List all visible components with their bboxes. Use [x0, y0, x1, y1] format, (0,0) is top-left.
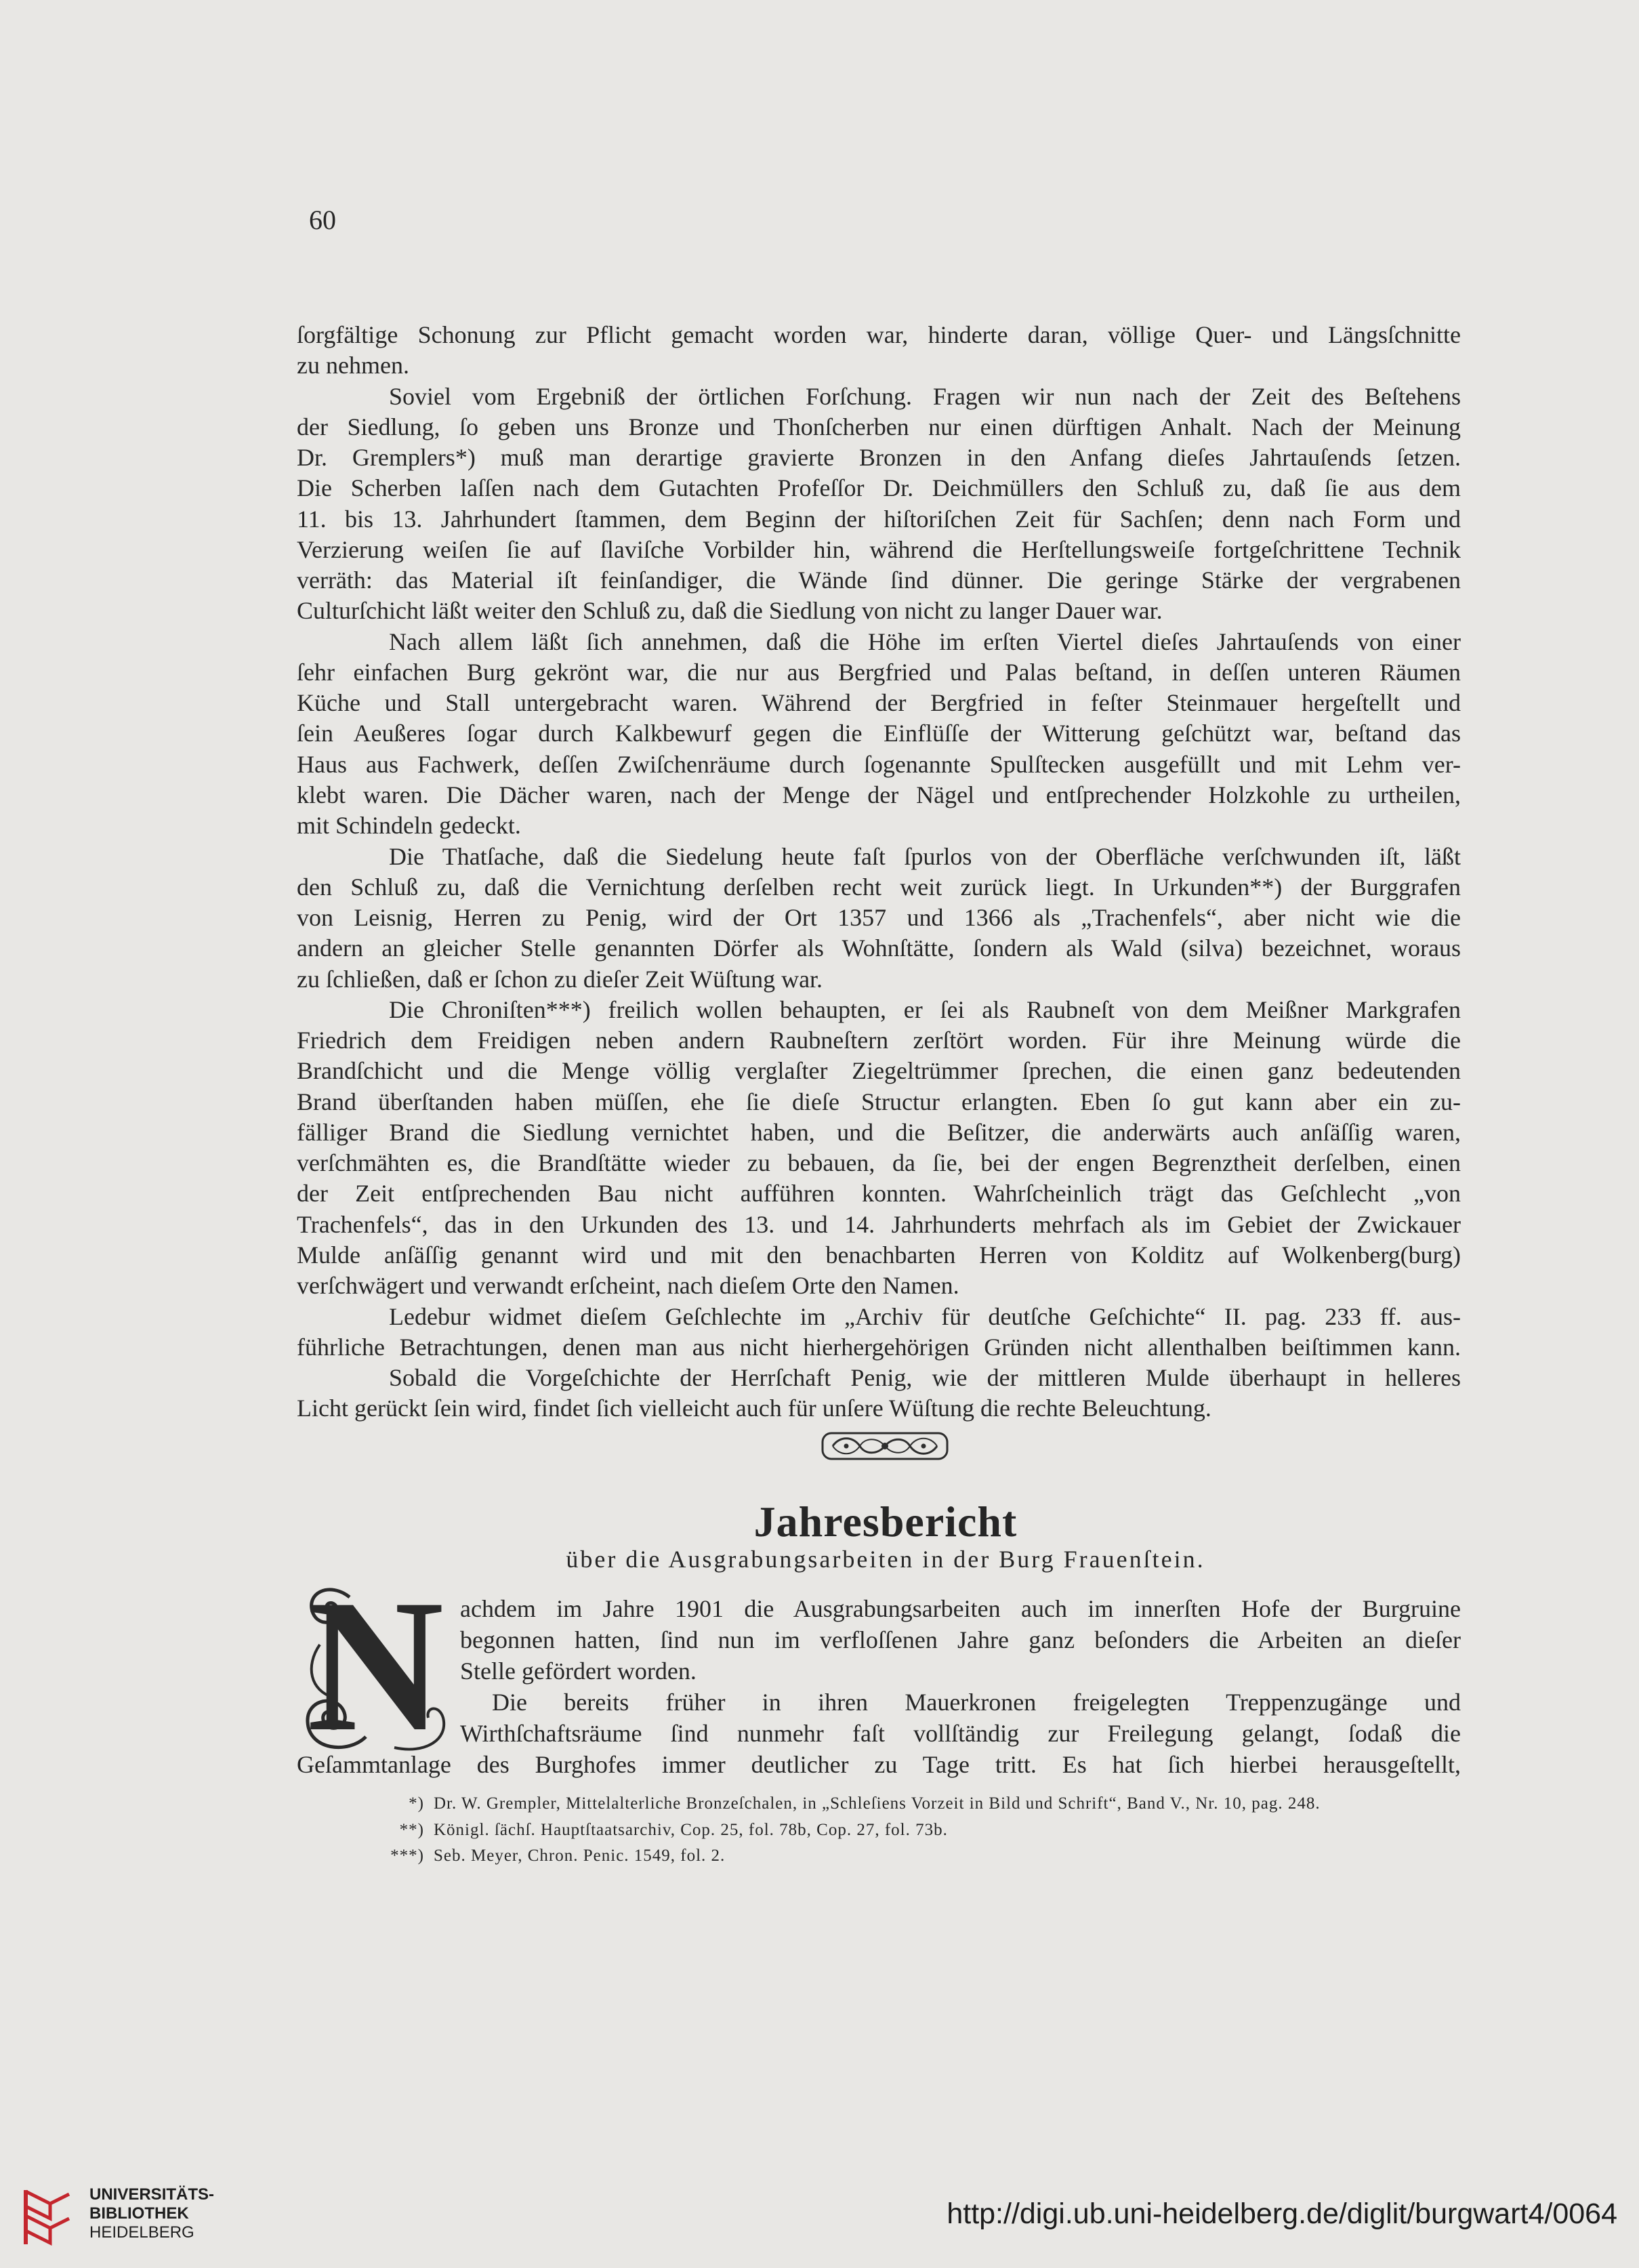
text-line: Dr. Gremplers*) muß man derartige gravierte Bronzen in den Anfang dieſes Jahrtauſends ſetzen. [297, 444, 1461, 472]
text-line: ſehr einfachen Burg gekrönt war, die nur aus Bergfried und Palas beſtand, in deſſen unteren Räumen [297, 658, 1461, 686]
footnotes [370, 1791, 1468, 1870]
source-url: http://digi.ub.uni-heidelberg.de/diglit/burgwart4/0064 [947, 2198, 1617, 2230]
text-line: klebt waren. Die Dächer waren, nach der Menge der Nägel und entſprechender Holzkohle zu urtheilen, [297, 781, 1461, 808]
text-line: Die Thatſache, daß die Siedelung heute faſt ſpurlos von der Oberfläche verſchwunden iſt, läßt [389, 842, 1461, 870]
library-name-line: UNIVERSITÄTS- [89, 2185, 215, 2204]
logo-stroke [26, 2191, 50, 2219]
text-line: Geſammtanlage des Burghofes immer deutlicher zu Tage tritt. Es hat ſich hierbei herausgeſtellt, [297, 1751, 1461, 1778]
text-line: Mulde anſäſſig genannt wird und mit den benachbarten Herren von Kolditz auf Wolkenberg(burg) [297, 1241, 1461, 1269]
text-line: zu ſchließen, daß er ſchon zu dieſer Zeit Wüſtung war. [297, 965, 823, 993]
text-line: von Leisnig, Herren zu Penig, wird der Ort 1357 und 1366 als „Trachenfels“, aber nicht wie die [297, 904, 1461, 932]
text-line: Friedrich dem Freidigen neben andern Raubneſtern zerſtört worden. Für ihre Meinung würde die [297, 1027, 1461, 1054]
text-line: begonnen hatten, ſind nun im verfloſſenen Jahre ganz beſonders die Arbeiten an dieſer [460, 1626, 1461, 1653]
text-line: Küche und Stall untergebracht waren. Während der Bergfried in feſter Steinmauer hergeſtellt und [297, 689, 1461, 717]
library-name [89, 2185, 214, 2242]
footnote-text: Königl. ſächſ. Hauptſtaatsarchiv, Cop. 25, fol. 78b, Cop. 27, fol. 73b. [434, 1820, 948, 1839]
text-line: 11. bis 13. Jahrhundert ſtammen, dem Beginn der hiſtoriſchen Zeit für Sachſen; denn nach Form und [297, 505, 1461, 533]
text-line: Trachenfels“, das in den Urkunden des 13. und 14. Jahrhunderts mehrfach als im Gebiet der Zwickauer [297, 1210, 1461, 1238]
text-line: mit Schindeln gedeckt. [297, 812, 521, 840]
text-line: der Siedlung, ſo geben uns Bronze und Thonſcherben nur einen dürftigen Anhalt. Nach der Meinung [297, 413, 1461, 440]
library-name-line: HEIDELBERG [89, 2223, 194, 2242]
text-line: verſchmähten es, die Brandſtätte wieder zu bebauen, da ſie, bei der engen Begrenztheit derſelben, einen [297, 1149, 1461, 1177]
body-text [297, 320, 1461, 1424]
text-line: Ledebur widmet dieſem Geſchlechte im „Archiv für deutſche Geſchichte“ II. pag. 233 ff. aus- [389, 1302, 1461, 1330]
section-text [297, 1593, 1461, 1780]
text-line: Verzierung weiſen ſie auf ſlaviſche Vorbilder hin, während die Herſtellungsweiſe fortgeſchrittene Technik [297, 535, 1461, 563]
text-line: Haus aus Fachwerk, deſſen Zwiſchenräume durch ſogenannte Spulſtecken ausgefüllt und mit Lehm ver- [297, 750, 1461, 778]
footnote [370, 1817, 1468, 1844]
text-line: der Zeit entſprechenden Bau nicht aufführen konnten. Wahrſcheinlich trägt das Geſchlecht „von [297, 1180, 1461, 1208]
page-number: 60 [309, 205, 336, 235]
text-line: Die bereits früher in ihren Mauerkronen freigelegten Treppenzugänge und [492, 1689, 1461, 1716]
text-line: Culturſchicht läßt weiter den Schluß zu, daß die Siedlung von nicht zu langer Dauer war. [297, 597, 1163, 625]
drop-cap-letter: N [306, 1560, 444, 1771]
footnote-marker: ***) [390, 1847, 424, 1865]
library-name-line: BIBLIOTHEK [89, 2204, 189, 2223]
text-line: achdem im Jahre 1901 die Ausgrabungsarbeiten auch im innerſten Hofe der Burgruine [460, 1595, 1461, 1622]
text-line: führliche Betrachtungen, denen man aus nicht hierhergehörigen Gründen nicht allenthalben beiſtimmen kann. [297, 1333, 1461, 1361]
text-line: verräth: das Material iſt feinſandiger, die Wände ſind dünner. Die geringe Stärke der vergrabenen [297, 566, 1461, 594]
text-line: Soviel vom Ergebniß der örtlichen Forſchung. Fragen wir nun nach der Zeit des Beſtehens [389, 382, 1461, 410]
ornament-icon [821, 1430, 949, 1462]
footnote-text: Seb. Meyer, Chron. Penic. 1549, fol. 2. [434, 1847, 726, 1865]
text-line: Nach allem läßt ſich annehmen, daß die Höhe im erſten Viertel dieſes Jahrtauſends von einer [389, 627, 1461, 655]
ornament-dot [921, 1444, 926, 1449]
footnote-marker: **) [399, 1820, 424, 1839]
text-line: zu nehmen. [297, 352, 409, 379]
text-line: Die Chroniſten***) freilich wollen behaupten, er ſei als Raubneſt von dem Meißner Markgrafen [389, 995, 1461, 1023]
text-line: Brand überſtanden haben müſſen, ehe ſie dieſe Structur erlangten. Eben ſo gut kann aber ein zu- [297, 1088, 1461, 1115]
text-line: Brandſchicht und die Menge völlig verglaſter Ziegeltrümmer ſprechen, die einen ganz bedeutenden [297, 1057, 1461, 1085]
logo-stroke [50, 2194, 69, 2228]
university-library-logo-icon [19, 2183, 76, 2251]
footnote [370, 1791, 1468, 1817]
ornament-dot [881, 1443, 888, 1449]
ornament-dot [844, 1444, 849, 1449]
text-line: Die Scherben laſſen nach dem Gutachten Profeſſor Dr. Deichmüllers den Schluß zu, daß ſie aus dem [297, 474, 1461, 502]
section-subtitle: über die Ausgrabungsarbeiten in der Burg Frauenſtein. [566, 1546, 1205, 1573]
text-line: Wirthſchaftsräume ſind nunmehr faſt vollſtändig zur Freilegung gelangt, ſodaß die [460, 1720, 1461, 1747]
text-line: Sobald die Vorgeſchichte der Herrſchaft Penig, wie der mittleren Mulde überhaupt in helleres [389, 1364, 1461, 1392]
section-title: Jahresbericht [753, 1498, 1018, 1546]
footnote-text: Dr. W. Grempler, Mittelalterliche Bronzeſchalen, in „Schleſiens Vorzeit in Bild und Schrift“, Band V., Nr. 10, pag. 248. [434, 1794, 1321, 1813]
footnote-marker: *) [409, 1794, 424, 1813]
text-line: andern an gleicher Stelle genannten Dörfer als Wohnſtätte, ſondern als Wald (silva) bezeichnet, woraus [297, 934, 1461, 962]
text-line: ſein Aeußeres ſogar durch Kalkbewurf gegen die Einflüſſe der Witterung geſchützt war, beſtand das [297, 720, 1461, 747]
logo-stroke [26, 2216, 50, 2243]
text-line: ſorgfältige Schonung zur Pflicht gemacht worden war, hinderte daran, völlige Quer- und Längsſchnitte [297, 321, 1461, 348]
text-line: Licht gerückt ſein wird, findet ſich vielleicht auch für unſere Wüſtung die rechte Beleuchtung. [297, 1395, 1211, 1422]
footnote [370, 1843, 1468, 1870]
text-line: verſchwägert und verwandt erſcheint, nach dieſem Orte den Namen. [297, 1272, 959, 1300]
text-line: fälliger Brand die Siedlung vernichtet haben, und die Beſitzer, die anderwärts auch anſäſſig waren, [297, 1118, 1461, 1146]
text-line: Stelle gefördert worden. [460, 1657, 697, 1685]
text-line: den Schluß zu, daß die Vernichtung derſelben recht weit zurück liegt. In Urkunden**) der Burggrafen [297, 873, 1461, 901]
